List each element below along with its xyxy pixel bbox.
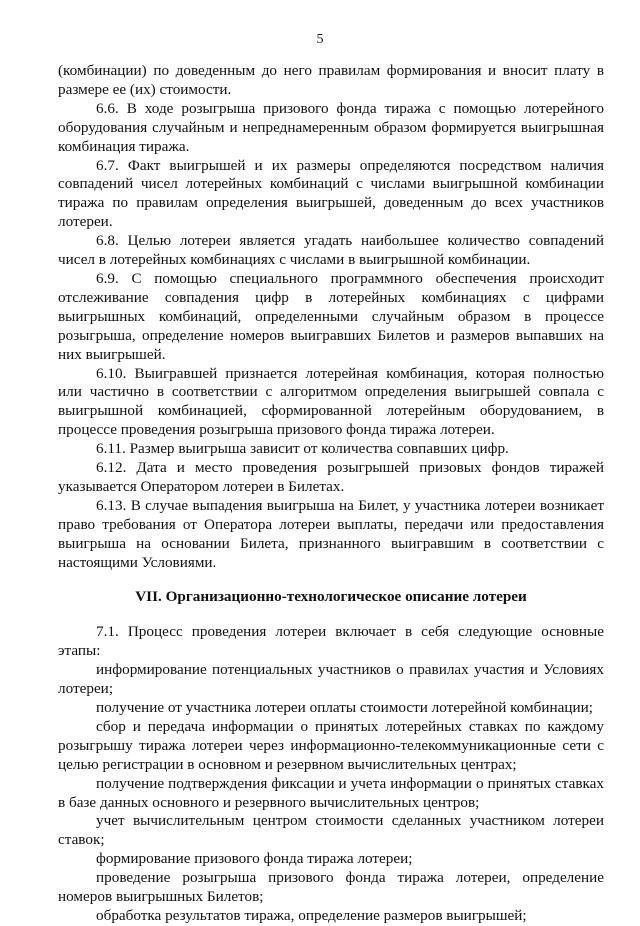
list-item: обработка результатов тиража, определение размеров выигрышей; [96, 906, 527, 924]
paragraph-6-8: 6.8. Целью лотереи является угадать наибольшее количество совпадений чисел в лотерейных комбинациях с числами в выигрышной комбинации. [58, 232, 604, 269]
list-item: получение от участника лотереи оплаты стоимости лотерейной комбинации; [96, 699, 593, 716]
paragraph-6-13: 6.13. В случае выпадения выигрыша на Билет, у участника лотереи возникает право требования от Оператора лотереи выплаты, передачи или предоставления выигрыша на основании Билета, признанного выигравшим в соответствии с настоящими Условиями. [58, 496, 604, 571]
paragraph-6-7: 6.7. Факт выигрышей и их размеры определяются посредством наличия совпадений чисел лотерейных комбинаций с числами выигрышной комбинации тиража по правилам определения выигрышей, доведенным до всех участников лотереи. [58, 156, 604, 231]
page-number: 5 [316, 32, 324, 47]
section-7-heading: VII. Организационно-технологическое описание лотереи [135, 588, 527, 606]
list-item: сбор и передача информации о принятых лотерейных ставках по каждому розыгрышу тиража лотереи через информационно-телекоммуникационные сети с целью регистрации в основном и резервном вычислительных центрах; [58, 717, 604, 773]
paragraph-6-11: 6.11. Размер выигрыша зависит от количества совпавших цифр. [96, 440, 509, 458]
paragraph-6-9: 6.9. С помощью специального программного обеспечения происходит отслеживание совпадения цифр в лотерейных комбинациях с цифрами выигрышных комбинаций, определенными случайным образом в процессе розыгрыша, определение номеров выигравших Билетов и размеров выпавших на них выигрышей. [58, 269, 604, 363]
document-body [58, 62, 604, 926]
paragraph-7-1: 7.1. Процесс проведения лотереи включает в себя следующие основные этапы: [58, 623, 604, 660]
list-item: формирование призового фонда тиража лотереи; [96, 850, 413, 868]
paragraph-6-5-continuation: (комбинации) по доведенным до него правилам формирования и вносит плату в размере ее (их) стоимости. [58, 62, 604, 98]
list-item: учет вычислительным центром стоимости сделанных участником лотереи ставок; [58, 812, 604, 849]
paragraph-6-6: 6.6. В ходе розыгрыша призового фонда тиража с помощью лотерейного оборудования случайным и непреднамеренным образом формируется выигрышная комбинация тиража. [58, 99, 604, 155]
paragraph-6-10: 6.10. Выигравшей признается лотерейная комбинация, которая полностью или частично в соответствии с алгоритмом определения выигрышей совпала с выигрышной комбинацией, сформированной лотерейным оборудованием, в процессе проведения розыгрыша призового фонда тиража лотереи. [58, 364, 604, 439]
list-item: проведение розыгрыша призового фонда тиража лотереи, определение номеров выигрышных Билетов; [58, 869, 604, 906]
paragraph-6-12: 6.12. Дата и место проведения розыгрышей призовых фондов тиражей указывается Оператором лотереи в Билетах. [58, 459, 604, 495]
list-item: информирование потенциальных участников о правилах участия и Условиях лотереи; [58, 661, 604, 698]
list-item: получение подтверждения фиксации и учета информации о принятых ставках в базе данных основного и резервного вычислительных центров; [58, 774, 604, 811]
